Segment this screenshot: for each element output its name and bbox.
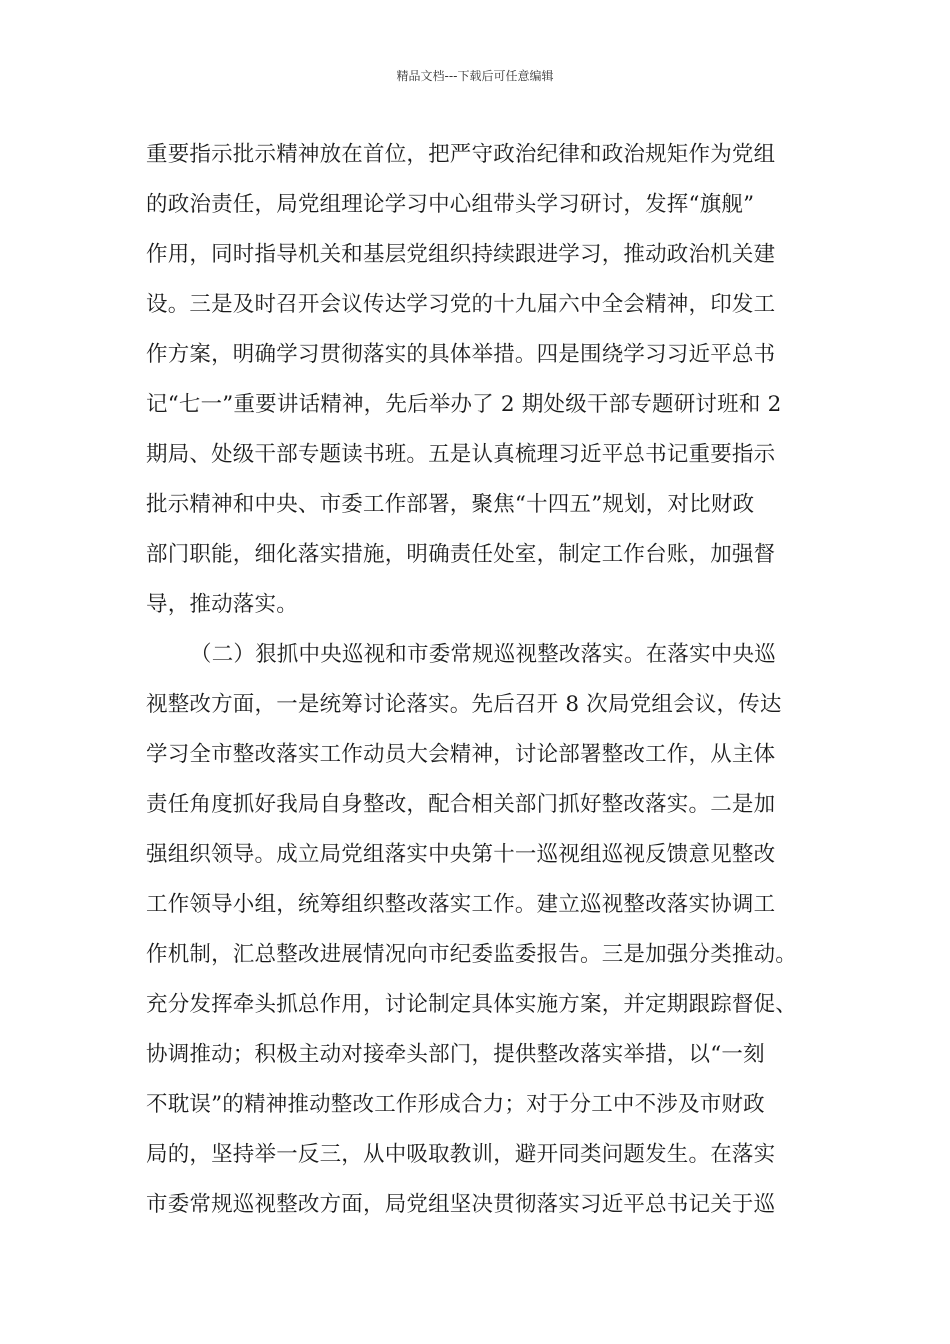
text-line: 市委常规巡视整改方面，局党组坚决贯彻落实习近平总书记关于巡 [146,1192,776,1217]
text-line: 工作领导小组，统筹组织整改落实工作。建立巡视整改落实协调工 [146,892,776,917]
text-line: 作方案，明确学习贯彻落实的具体举措。四是围绕学习习近平总书 [146,342,776,367]
text-line: 视整改方面，一是统筹讨论落实。先后召开 8 次局党组会议，传达 [146,692,782,717]
text-line: 协调推动；积极主动对接牵头部门，提供整改落实举措，以“一刻 [146,1042,765,1067]
section-heading-line: （二）狠抓中央巡视和市委常规巡视整改落实。在落实中央巡 [190,642,776,667]
document-body [146,130,806,1230]
text-line: 记“七一”重要讲话精神，先后举办了 2 期处级干部专题研讨班和 2 [146,392,782,417]
text-line: 作机制，汇总整改进展情况向市纪委监委报告。三是加强分类推动。 [146,942,798,967]
text-line: 局的，坚持举一反三，从中吸取教训，避开同类问题发生。在落实 [146,1142,776,1167]
text-line: 期局、处级干部专题读书班。五是认真梳理习近平总书记重要指示 [146,442,776,467]
page-header: 精品文档---下载后可任意编辑 [396,69,554,83]
text-line: 学习全市整改落实工作动员大会精神，讨论部署整改工作，从主体 [146,742,776,767]
text-line: 的政治责任，局党组理论学习中心组带头学习研讨，发挥“旗舰” [146,192,755,217]
text-line: 不耽误”的精神推动整改工作形成合力；对于分工中不涉及市财政 [146,1092,765,1117]
text-line: 作用，同时指导机关和基层党组织持续跟进学习，推动政治机关建 [146,242,776,267]
text-line: 设。三是及时召开会议传达学习党的十九届六中全会精神，印发工 [146,292,776,317]
text-line: 充分发挥牵头抓总作用，讨论制定具体实施方案，并定期跟踪督促、 [146,992,798,1017]
text-line: 批示精神和中央、市委工作部署，聚焦“十四五”规划，对比财政 [146,492,755,517]
text-line: 部门职能，细化落实措施，明确责任处室，制定工作台账，加强督 [146,542,776,567]
text-line: 导，推动落实。 [146,592,298,617]
text-line: 强组织领导。成立局党组落实中央第十一巡视组巡视反馈意见整改 [146,842,776,867]
text-line: 重要指示批示精神放在首位，把严守政治纪律和政治规矩作为党组 [146,142,776,167]
text-line: 责任角度抓好我局自身整改，配合相关部门抓好整改落实。二是加 [146,792,776,817]
